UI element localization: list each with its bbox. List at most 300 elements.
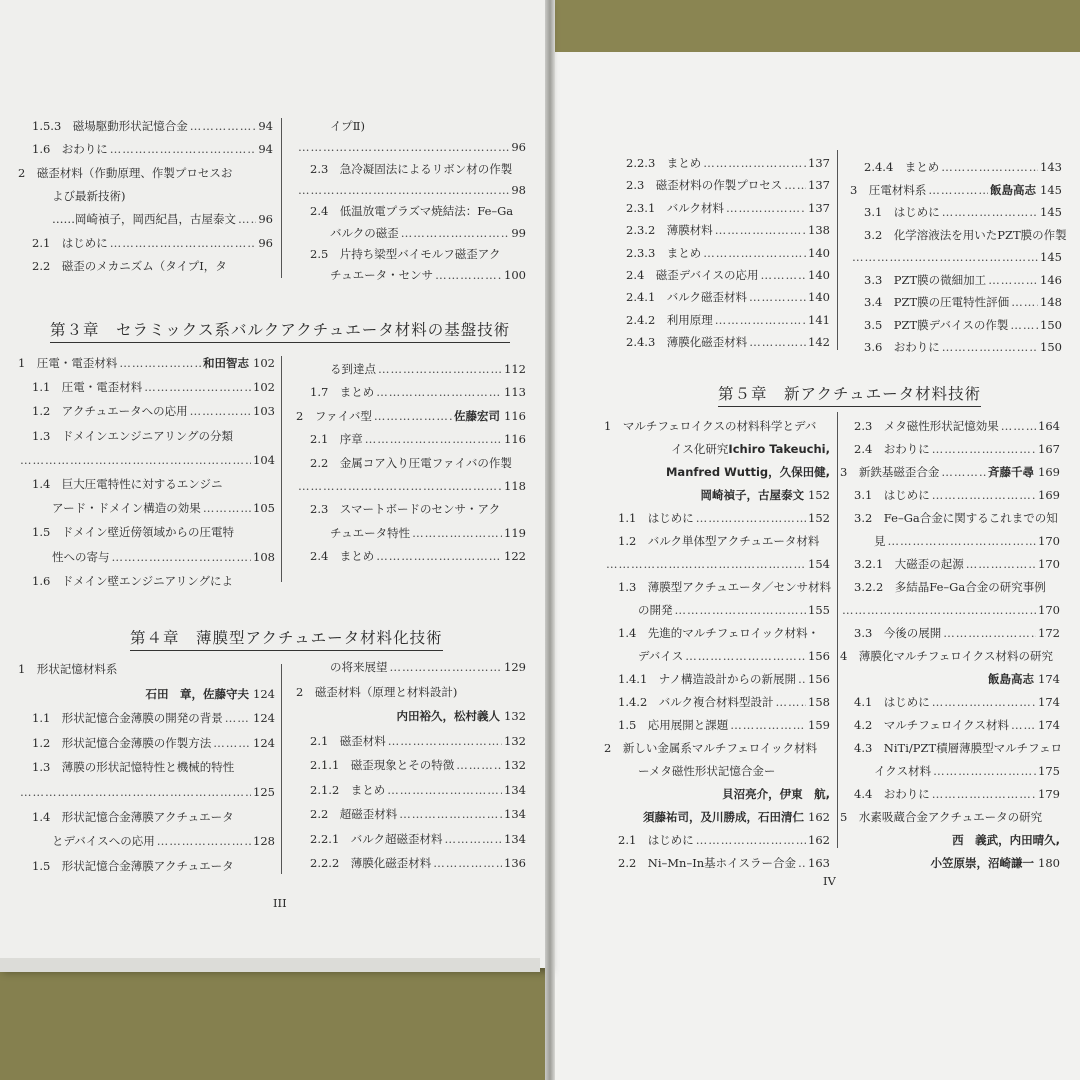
toc-entry-page: 125 xyxy=(253,785,275,799)
toc-entry-page: 98 xyxy=(511,182,526,197)
toc-entry xyxy=(52,833,275,849)
toc-entry xyxy=(840,671,1060,687)
toc-entry-page: 169 xyxy=(1038,465,1060,479)
leader-dots xyxy=(932,487,1036,503)
leader-dots xyxy=(932,694,1036,710)
toc-entry-title: 2.4.2 利用原理 xyxy=(626,312,713,327)
toc-entry xyxy=(840,832,1060,848)
toc-entry-page: 124 xyxy=(253,686,275,701)
toc-entry-page: 132 xyxy=(504,758,526,772)
toc-entry-page: 143 xyxy=(1040,160,1062,174)
leader-dots xyxy=(1011,294,1038,310)
toc-entry-page: 129 xyxy=(504,660,526,674)
toc-entry-title: よび最新技術) xyxy=(52,188,126,203)
toc-entry-title: ーメタ磁性形状記憶合金ー xyxy=(638,764,776,778)
toc-entry-title: 2.4.3 薄膜化磁歪材料 xyxy=(626,335,748,350)
toc-entry xyxy=(864,317,1062,333)
toc-entry xyxy=(864,272,1062,288)
toc-entry-title: 1.2 アクチュエータへの応用 xyxy=(32,404,188,419)
toc-entry-author: Manfred Wuttig，久保田健, xyxy=(665,465,830,479)
toc-entry-title: とデバイスへの応用 xyxy=(52,834,155,849)
toc-entry xyxy=(626,155,830,171)
book-spine-seam xyxy=(545,0,555,1080)
column-divider xyxy=(837,150,838,350)
page-number-left: III xyxy=(273,896,287,910)
toc-entry xyxy=(604,786,830,802)
toc-entry-page: 145 xyxy=(1040,182,1062,197)
toc-entry xyxy=(618,510,830,526)
toc-entry-page: 154 xyxy=(808,557,830,571)
leader-dots xyxy=(1011,717,1036,733)
toc-entry-page: 128 xyxy=(253,834,275,849)
toc-entry xyxy=(618,832,830,848)
toc-entry-author: 内田裕久，松村義人 xyxy=(396,709,501,723)
leader-dots xyxy=(941,159,1038,175)
leader-dots xyxy=(433,855,502,871)
toc-entry xyxy=(310,757,526,773)
toc-entry xyxy=(18,452,275,468)
toc-entry xyxy=(296,684,526,700)
leader-dots xyxy=(696,510,806,526)
leader-dots xyxy=(852,249,1038,265)
toc-entry-page: 136 xyxy=(504,856,526,870)
toc-entry-page: 159 xyxy=(808,718,830,732)
leader-dots xyxy=(298,478,502,494)
toc-entry xyxy=(840,855,1060,871)
leader-dots xyxy=(715,312,806,328)
toc-entry xyxy=(18,355,275,371)
toc-entry-title: 2.2.2 薄膜化磁歪材料 xyxy=(310,856,432,870)
toc-entry xyxy=(618,579,830,595)
leader-dots xyxy=(798,855,806,871)
toc-entry-page: 155 xyxy=(808,603,830,617)
leader-dots xyxy=(119,355,201,371)
toc-entry xyxy=(626,312,830,328)
toc-entry xyxy=(330,525,526,541)
leader-dots xyxy=(110,141,257,157)
page-edge xyxy=(0,958,540,972)
toc-entry xyxy=(18,661,275,677)
leader-dots xyxy=(932,786,1036,802)
toc-entry-page: 122 xyxy=(504,549,526,564)
toc-entry-title: 1.4.1 ナノ構造設計からの新展開 xyxy=(618,672,796,686)
toc-entry xyxy=(626,267,830,283)
toc-entry xyxy=(32,141,273,157)
toc-entry-title: 2.4 おわりに xyxy=(854,442,930,456)
toc-entry xyxy=(626,245,830,261)
page-number-right: IV xyxy=(823,874,836,888)
toc-entry-page: 102 xyxy=(253,356,275,370)
toc-entry xyxy=(32,403,275,419)
toc-entry xyxy=(310,806,526,822)
toc-entry xyxy=(864,204,1062,220)
toc-entry xyxy=(854,786,1060,802)
leader-dots xyxy=(412,525,502,541)
leader-dots xyxy=(928,182,988,198)
toc-entry xyxy=(310,455,526,471)
toc-entry-title: 1 圧電・電歪材料 xyxy=(18,356,118,370)
leader-dots xyxy=(888,533,1037,549)
toc-entry-page: 174 xyxy=(1038,695,1060,709)
toc-entry-page: 145 xyxy=(1040,205,1062,219)
toc-entry-title: 2.3 スマートボードのセンサ・アク xyxy=(310,502,501,517)
toc-entry-page: 164 xyxy=(1038,419,1060,433)
toc-entry-page: 103 xyxy=(253,404,275,419)
toc-entry-title: 2.1.2 まとめ xyxy=(310,782,386,797)
toc-entry-page: 96 xyxy=(511,140,526,155)
toc-entry xyxy=(604,809,830,825)
toc-entry xyxy=(32,476,275,492)
toc-entry-title: 2 磁歪材料（作動原理、作製プロセスお xyxy=(18,165,233,180)
toc-entry xyxy=(32,235,273,251)
toc-entry-title: の将来展望 xyxy=(330,660,388,674)
toc-entry-title: 3.3 PZT膜の微細加工 xyxy=(864,272,987,287)
toc-entry xyxy=(854,717,1060,733)
toc-entry-title: 1.5 ドメイン壁近傍領域からの圧電特 xyxy=(32,525,234,540)
toc-entry xyxy=(296,139,526,155)
leader-dots xyxy=(376,384,502,400)
toc-entry-title: 2.2 超磁歪材料 xyxy=(310,807,398,821)
toc-entry xyxy=(626,177,830,193)
toc-entry-author: 石田 章，佐藤守夫 xyxy=(145,686,250,701)
toc-entry xyxy=(310,501,526,517)
toc-entry-page: 94 xyxy=(258,142,273,157)
toc-entry xyxy=(18,686,275,702)
toc-entry-title: 3.2.1 大磁歪の起源 xyxy=(854,557,964,571)
leader-dots xyxy=(749,334,806,350)
toc-entry xyxy=(310,733,526,749)
toc-entry-author: 飯島高志 xyxy=(988,672,1035,686)
leader-dots xyxy=(776,694,807,710)
toc-entry-author: Ichiro Takeuchi, xyxy=(728,442,830,456)
toc-entry-page: 137 xyxy=(808,200,830,215)
leader-dots xyxy=(387,782,502,798)
toc-entry xyxy=(310,431,526,447)
leader-dots xyxy=(144,379,251,395)
toc-entry xyxy=(626,289,830,305)
leader-dots xyxy=(842,602,1036,618)
toc-entry-title: 2.4 磁歪デバイスの応用 xyxy=(626,268,759,282)
toc-entry xyxy=(638,602,830,618)
toc-entry-page: 112 xyxy=(504,362,526,376)
toc-entry xyxy=(854,740,1063,756)
toc-entry-title: イクス材料 xyxy=(874,764,932,778)
leader-dots xyxy=(378,361,502,377)
toc-entry-page: 170 xyxy=(1038,534,1060,548)
toc-entry-author: 貝沼亮介，伊東 航, xyxy=(722,787,830,801)
toc-entry-title: 2.1 序章 xyxy=(310,432,363,447)
toc-entry-title: 3.1 はじめに xyxy=(854,488,930,502)
toc-entry-title: 1.4 巨大圧電特性に対するエンジニ xyxy=(32,477,223,491)
toc-entry xyxy=(626,222,830,238)
toc-entry-page: 104 xyxy=(253,452,275,467)
leader-dots xyxy=(1001,418,1036,434)
toc-entry-title: 1.5 応用展開と課題 xyxy=(618,718,729,732)
toc-entry xyxy=(330,225,526,241)
leader-dots xyxy=(1010,317,1038,333)
toc-entry-title: 2.2 金属コア入り圧電ファイバの作製 xyxy=(310,455,512,470)
toc-entry-title: 4.4 おわりに xyxy=(854,787,930,801)
toc-entry-title: 2.4.4 まとめ xyxy=(864,160,940,174)
toc-entry-title: 見 xyxy=(874,534,886,548)
leader-dots xyxy=(238,211,256,227)
toc-entry xyxy=(864,294,1062,310)
toc-entry xyxy=(864,227,1067,243)
toc-entry xyxy=(854,694,1060,710)
leader-dots xyxy=(374,408,452,424)
toc-entry-page: 174 xyxy=(1038,672,1060,686)
toc-entry xyxy=(310,203,526,219)
toc-entry-page: 170 xyxy=(1038,603,1060,617)
column-divider xyxy=(281,118,282,278)
toc-entry xyxy=(854,556,1060,572)
leader-dots xyxy=(703,155,806,171)
toc-entry-page: 137 xyxy=(808,178,830,193)
toc-entry xyxy=(604,487,830,503)
toc-entry xyxy=(310,246,526,262)
toc-entry-title: 2.1 はじめに xyxy=(618,833,694,847)
toc-entry xyxy=(618,717,830,733)
leader-dots xyxy=(942,204,1038,220)
leader-dots xyxy=(112,549,252,565)
leader-dots xyxy=(401,225,510,241)
toc-entry-title: 1 形状記憶材料系 xyxy=(18,662,118,676)
toc-entry xyxy=(604,740,830,756)
leader-dots xyxy=(988,272,1038,288)
toc-entry-page: 142 xyxy=(808,335,830,350)
leader-dots xyxy=(190,118,257,134)
toc-entry-title: 1.1 形状記憶合金薄膜の開発の背景 xyxy=(32,711,223,726)
toc-entry-author: 和田智志 xyxy=(203,356,250,370)
leader-dots xyxy=(784,177,806,193)
toc-entry xyxy=(854,441,1060,457)
toc-entry-title: 1.4 先進的マルチフェロイック材料・ xyxy=(618,626,820,640)
leader-dots xyxy=(932,441,1036,457)
toc-entry-title: 1.7 まとめ xyxy=(310,385,375,400)
toc-entry xyxy=(32,809,275,825)
toc-entry-title: 2.5 片持ち梁型バイモルフ磁歪アク xyxy=(310,246,501,261)
toc-entry-title: 3.3 今後の展開 xyxy=(854,626,942,640)
toc-entry-title: 2 磁歪材料（原理と材料設計) xyxy=(296,684,458,699)
toc-entry xyxy=(32,710,275,726)
toc-entry xyxy=(850,249,1062,265)
toc-entry-title: チュエータ特性 xyxy=(330,525,411,540)
toc-entry-page: 152 xyxy=(808,488,830,502)
toc-entry-page: 132 xyxy=(504,733,526,748)
toc-entry xyxy=(840,809,1060,825)
toc-entry-author: 須藤祐司，及川勝成，石田清仁 xyxy=(643,810,805,824)
toc-entry-page: 108 xyxy=(253,549,275,564)
toc-entry-title: 3 圧電材料系 xyxy=(850,182,927,197)
toc-entry-title: 2.1 磁歪材料 xyxy=(310,733,386,748)
toc-entry-title: 2.2.1 バルク超磁歪材料 xyxy=(310,831,443,846)
toc-entry-page: 134 xyxy=(504,782,526,797)
toc-entry-title: 2.1 はじめに xyxy=(32,235,108,250)
leader-dots xyxy=(298,139,509,155)
toc-entry-title: 1.5.3 磁場駆動形状記憶合金 xyxy=(32,119,188,133)
toc-entry-title: 4.3 NiTi/PZT積層薄膜型マルチフェロ xyxy=(854,741,1063,755)
column-divider xyxy=(281,664,282,874)
leader-dots xyxy=(110,235,257,251)
toc-entry xyxy=(32,524,275,540)
toc-entry-page: 156 xyxy=(808,649,830,663)
leader-dots xyxy=(20,784,251,800)
toc-entry-title: 2.2.3 まとめ xyxy=(626,156,702,170)
toc-entry xyxy=(32,759,275,775)
leader-dots xyxy=(943,625,1036,641)
leader-dots xyxy=(376,548,502,564)
leader-dots xyxy=(213,735,251,751)
toc-entry-title: 2.2 磁歪のメカニズム（タイプⅠ，タ xyxy=(32,258,227,273)
toc-entry-title: 2.4 低温放電プラズマ焼結法：Fe–Ga xyxy=(310,204,514,219)
leader-dots xyxy=(941,464,986,480)
leader-dots xyxy=(760,267,806,283)
leader-dots xyxy=(933,763,1036,779)
leader-dots xyxy=(749,289,806,305)
toc-entry-page: 180 xyxy=(1038,856,1060,870)
toc-entry-page: 150 xyxy=(1040,340,1062,354)
toc-entry xyxy=(854,487,1060,503)
toc-entry-title: 1.4.2 バルク複合材料型設計 xyxy=(618,695,774,709)
toc-entry-page: 102 xyxy=(253,380,275,395)
toc-entry xyxy=(638,441,830,457)
toc-entry-author: 小笠原崇，沼崎謙一 xyxy=(930,856,1035,870)
toc-entry xyxy=(618,671,830,687)
toc-entry xyxy=(330,659,526,675)
toc-entry-page: 140 xyxy=(808,245,830,260)
toc-entry-title: 1.4 形状記憶合金薄膜アクチュエータ xyxy=(32,809,234,824)
toc-entry xyxy=(18,165,273,181)
toc-entry-page: 119 xyxy=(504,525,526,540)
toc-entry xyxy=(32,735,275,751)
toc-entry xyxy=(32,428,275,444)
toc-entry-title: 2.2 Ni–Mn–In基ホイスラー合金 xyxy=(618,856,797,870)
toc-entry-page: 118 xyxy=(504,479,526,493)
toc-entry-page: 137 xyxy=(808,156,830,170)
toc-entry-title: 3.1 はじめに xyxy=(864,205,940,219)
toc-entry-title: 1.1 はじめに xyxy=(618,511,694,525)
toc-entry-title: 2.4 まとめ xyxy=(310,549,375,564)
leader-dots xyxy=(399,806,502,822)
toc-entry xyxy=(296,182,526,198)
toc-entry-title: 3 新鉄基磁歪合金 xyxy=(840,465,940,479)
toc-entry-author: 西 義武，内田晴久, xyxy=(952,833,1060,847)
toc-entry-title: 1.1 圧電・電歪材料 xyxy=(32,380,143,395)
toc-entry-page: 162 xyxy=(808,833,830,847)
toc-entry-page: 116 xyxy=(504,432,526,447)
toc-entry-title: 3.5 PZT膜デバイスの作製 xyxy=(864,317,1009,332)
toc-entry-page: 105 xyxy=(253,501,275,516)
toc-entry-title: 2.4.1 バルク磁歪材料 xyxy=(626,290,748,305)
column-divider xyxy=(281,356,282,582)
toc-entry-page: 169 xyxy=(1038,488,1060,502)
toc-entry xyxy=(840,464,1060,480)
toc-entry-page: 124 xyxy=(253,735,275,750)
toc-entry xyxy=(310,855,526,871)
toc-entry-title: 2.3 磁歪材料の作製プロセス xyxy=(626,178,783,193)
toc-entry xyxy=(296,408,526,424)
toc-entry-page: 96 xyxy=(258,212,273,227)
toc-entry-page: 100 xyxy=(504,268,526,283)
toc-entry-page: 175 xyxy=(1038,764,1060,778)
leader-dots xyxy=(685,648,806,664)
leader-dots xyxy=(606,556,806,572)
toc-entry xyxy=(874,763,1060,779)
toc-entry xyxy=(310,782,526,798)
leader-dots xyxy=(190,403,251,419)
toc-entry-page: 170 xyxy=(1038,557,1060,571)
toc-entry-page: 96 xyxy=(258,235,273,250)
toc-entry xyxy=(296,708,526,724)
toc-entry-author: 斉藤千尋 xyxy=(988,465,1035,479)
leader-dots xyxy=(696,832,806,848)
toc-entry-page: 150 xyxy=(1040,317,1062,332)
toc-entry xyxy=(330,361,526,377)
toc-entry-page: 141 xyxy=(808,312,830,327)
toc-entry-title: 1 マルチフェロイクスの材料科学とデバ xyxy=(604,419,817,433)
toc-entry-page: 99 xyxy=(511,225,526,240)
toc-entry-title: 3.2 化学溶液法を用いたPZT膜の作製 xyxy=(864,227,1067,242)
toc-entry-title: 2.3 メタ磁性形状記憶効果 xyxy=(854,419,999,433)
toc-entry-title: 5 水素吸蔵合金アクチュエータの研究 xyxy=(840,810,1043,824)
toc-entry-page: 132 xyxy=(504,709,526,723)
toc-entry-author: 佐藤宏司 xyxy=(454,408,501,423)
toc-entry xyxy=(638,763,830,779)
toc-entry xyxy=(618,625,830,641)
toc-entry-title: 3.2.2 多結晶Fe–Ga合金の研究事例 xyxy=(854,580,1046,594)
toc-entry-page: 140 xyxy=(808,268,830,282)
toc-entry xyxy=(626,200,830,216)
toc-entry-title: イプⅡ) xyxy=(330,119,365,133)
toc-entry xyxy=(32,573,275,589)
toc-entry-title: 性への寄与 xyxy=(52,549,110,564)
toc-entry-page: 152 xyxy=(808,511,830,525)
toc-entry-page: 113 xyxy=(504,385,526,400)
toc-entry xyxy=(840,602,1060,618)
leader-dots xyxy=(298,182,509,198)
leader-dots xyxy=(675,602,807,618)
toc-entry xyxy=(854,510,1060,526)
toc-entry-page: 158 xyxy=(808,695,830,709)
toc-entry-title: 1.6 ドメイン壁エンジニアリングによ xyxy=(32,573,233,588)
toc-entry-author: 岡崎禎子，古屋泰文 xyxy=(700,488,805,502)
chapter-3-title: 第３章 セラミックス系バルクアクチュエータ材料の基盤技術 xyxy=(50,318,510,343)
column-divider xyxy=(837,412,838,848)
toc-entry-title: 2.1.1 磁歪現象とその特徴 xyxy=(310,758,455,772)
toc-entry-page: 138 xyxy=(808,223,830,238)
toc-entry xyxy=(854,418,1060,434)
toc-entry xyxy=(618,855,830,871)
toc-entry xyxy=(52,211,273,227)
toc-entry-title: チュエータ・センサ xyxy=(330,268,434,283)
toc-entry-page: 162 xyxy=(808,810,830,824)
toc-entry-page: 172 xyxy=(1038,626,1060,640)
toc-entry-author: 飯島高志 xyxy=(990,182,1037,197)
toc-entry-title: 1.6 おわりに xyxy=(32,142,108,157)
toc-entry-title: 1.3 薄膜型アクチュエータ／センサ材料 xyxy=(618,580,832,594)
toc-entry xyxy=(864,339,1062,355)
toc-entry-page: 94 xyxy=(258,119,273,133)
chapter-5-title: 第５章 新アクチュエータ材料技術 xyxy=(718,382,981,407)
toc-entry-title: 1.5 形状記憶合金薄膜アクチュエータ xyxy=(32,858,234,873)
toc-entry-title: 4 薄膜化マルチフェロイクス材料の研究 xyxy=(840,649,1054,663)
leader-dots xyxy=(365,431,502,447)
toc-entry-page: 145 xyxy=(1040,250,1062,264)
toc-entry xyxy=(850,182,1062,198)
toc-entry-title: デバイス xyxy=(638,649,684,663)
toc-entry-title: 2.3 急冷凝固法によるリボン材の作製 xyxy=(310,161,513,176)
toc-entry-title: アード・ドメイン構造の効果 xyxy=(52,501,201,516)
